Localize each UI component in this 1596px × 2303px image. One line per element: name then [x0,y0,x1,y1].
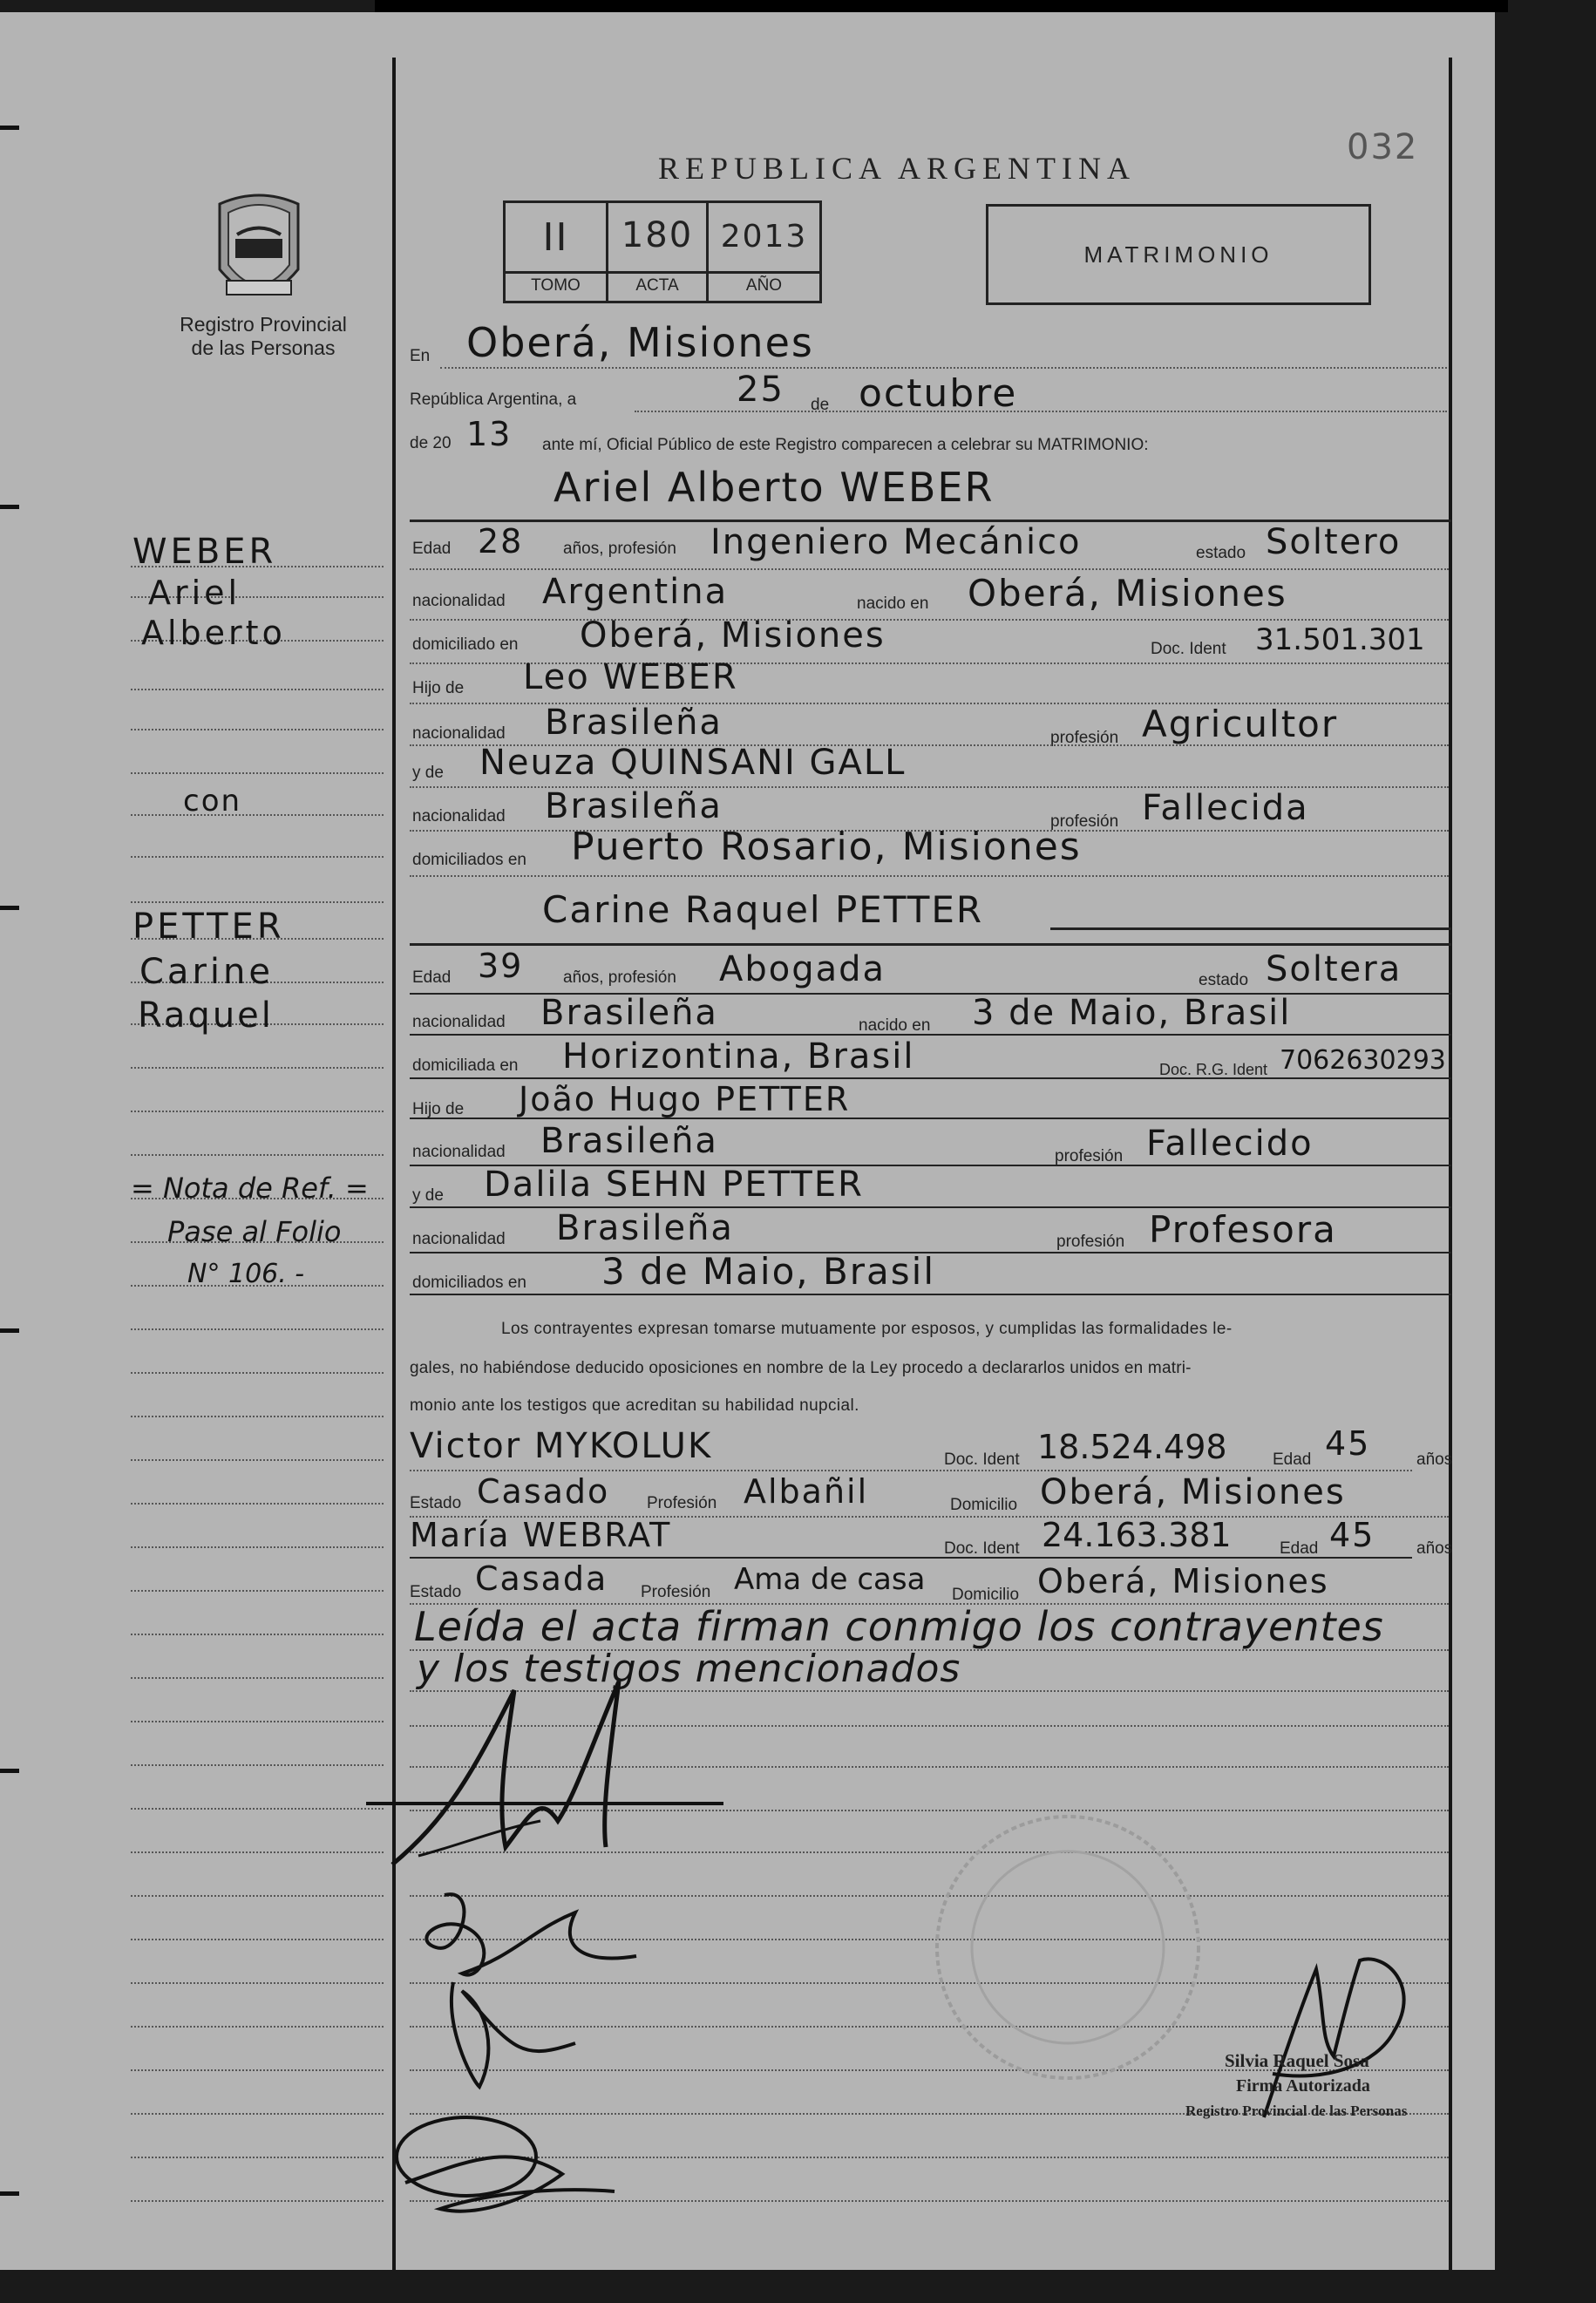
groom-line-2 [410,619,1449,621]
acta-label: ACTA [635,276,679,295]
margin-groom-middle-name: Alberto [141,614,286,652]
margin-groom-surname: WEBER [132,532,277,572]
bride-padre-nac-label: nacionalidad [412,1143,506,1161]
groom-dom-label: domiciliado en [412,635,519,654]
groom-estado-label: estado [1196,544,1246,562]
country-title: REPUBLICA ARGENTINA [658,151,1137,186]
groom-hijo-label: Hijo de [412,679,465,697]
witness2-doc: 24.163.381 [1042,1516,1232,1554]
groom-edad: 28 [478,522,524,560]
bride-nacionalidad: Brasileña [540,993,718,1033]
bride-padre-nac: Brasileña [540,1121,718,1161]
comparecen-text: ante mí, Oficial Público de este Registro comparecen a celebrar su MATRIMONIO: [542,436,1149,454]
year-prefix: de 20 [410,434,452,452]
groom-line-8 [410,875,1449,877]
groom-madre-prof: Fallecida [1142,788,1309,828]
witness1-prof-label: Profesión [647,1494,717,1512]
officer-signature-icon [1220,1934,1430,2126]
groom-padre-nac-label: nacionalidad [412,724,506,743]
witness1-doc: 18.524.498 [1037,1428,1227,1466]
registry-name-line2: de las Personas [191,336,336,359]
tomo-acta-anio-box [503,200,822,303]
en-label: En [410,347,431,365]
margin-bride-first-name: Carine [139,952,274,992]
witness2-dom-label: Domicilio [952,1586,1020,1604]
margin-bride-middle-name: Raquel [138,995,274,1036]
groom-edad-label: Edad [412,540,452,558]
tomo-label: TOMO [531,276,581,295]
month-value: octubre [859,371,1018,416]
witness-signature-icon [388,2104,632,2235]
bride-dom-label: domiciliada en [412,1056,519,1075]
bride-yde-label: y de [412,1186,444,1205]
closing-line-2: y los testigos mencionados [417,1647,961,1691]
bride-nac-label: nacionalidad [412,1013,506,1031]
declaration-line-2: gales, no habiéndose deducido oposiciones en nombre de la Ley procedo a declararlos unidos en matri- [410,1359,1192,1377]
republica-label: República Argentina, a [410,391,577,409]
witness2-edad-label: Edad [1280,1539,1319,1558]
left-frame-line [392,58,396,2270]
margin-groom-first-name: Ariel [148,574,241,612]
declaration-line-3: monio ante los testigos que acreditan su habilidad nupcial. [410,1396,859,1415]
groom-nacionalidad: Argentina [542,572,729,612]
witness2-prof-label: Profesión [641,1583,711,1601]
groom-nacido-label: nacido en [857,594,929,613]
witness1-name: Victor MYKOLUK [410,1426,713,1466]
margin-note-line-2: Pase al Folio [167,1215,342,1248]
folio-number: 032 [1347,127,1419,167]
witness2-anos-label: años [1416,1539,1453,1558]
bride-doc-label: Doc. R.G. Ident [1159,1061,1268,1078]
bride-madre-prof: Profesora [1149,1208,1337,1251]
marriage-certificate-page [0,12,1495,2270]
bride-madre-prof-label: profesión [1056,1233,1125,1251]
witness1-anos-label: años [1416,1450,1453,1469]
bride-estado-label: estado [1199,971,1249,989]
bride-doc: 7062630293 [1280,1045,1446,1076]
groom-signature-icon [366,1673,750,1882]
witness1-edad-label: Edad [1273,1450,1312,1469]
document-type: MATRIMONIO [1083,241,1273,268]
year-suffix: 13 [466,415,513,453]
groom-padres-dom-label: domiciliados en [412,851,526,869]
officer-stamp-office: Registro Provincial de las Personas [1185,2103,1408,2119]
groom-padre: Leo WEBER [523,657,738,697]
groom-padres-dom: Puerto Rosario, Misiones [571,825,1082,869]
groom-padre-prof: Agricultor [1142,703,1339,745]
bride-name-underline [1050,927,1451,930]
faint-official-seal-icon [928,1808,1207,2087]
groom-full-name: Ariel Alberto WEBER [554,464,995,511]
document-type-box [986,204,1371,305]
margin-note-line-1: = Nota de Ref. = [131,1172,369,1205]
bride-edad: 39 [478,947,524,985]
anio-value: 2013 [720,219,808,255]
bride-padre: João Hugo PETTER [519,1080,851,1118]
witness2-dom: Oberá, Misiones [1037,1562,1329,1600]
bride-hijo-label: Hijo de [412,1100,465,1118]
witness1-line-1 [410,1470,1412,1471]
bride-nacido: 3 de Maio, Brasil [972,993,1292,1033]
witness2-prof: Ama de casa [734,1562,926,1597]
groom-estado: Soltero [1266,522,1402,562]
witness1-doc-label: Doc. Ident [944,1450,1020,1469]
groom-madre-nac-label: nacionalidad [412,807,506,825]
bride-line-4 [410,1118,1451,1119]
bride-profesion-label: años, profesión [563,968,676,987]
date-line [635,411,1447,412]
margin-con: con [183,784,242,819]
misiones-seal-icon [202,187,316,317]
witness1-estado-label: Estado [410,1494,462,1512]
bride-padre-prof: Fallecido [1146,1124,1314,1164]
witness1-dom-label: Domicilio [950,1496,1018,1514]
groom-line-1 [410,568,1449,570]
officer-stamp-name: Silvia Raquel Sosa [1225,2050,1369,2071]
groom-domicilio: Oberá, Misiones [580,615,886,656]
bride-line-2 [410,1034,1451,1036]
bride-name-rule [410,943,1451,946]
bride-madre-nac: Brasileña [556,1208,734,1248]
margin-note-line-3: N° 106. - [187,1259,305,1289]
groom-profesion-label: años, profesión [563,540,676,558]
witness2-edad: 45 [1329,1516,1375,1554]
groom-doc-label: Doc. Ident [1151,640,1226,658]
witness2-estado: Casada [475,1559,608,1598]
witness1-dom: Oberá, Misiones [1040,1472,1346,1512]
bride-estado: Soltera [1266,949,1402,989]
de-label: de [811,396,830,414]
groom-nacido: Oberá, Misiones [968,572,1287,615]
groom-madre-nac: Brasileña [545,786,723,826]
anio-label: AÑO [745,276,783,295]
bride-domicilio: Horizontina, Brasil [562,1036,915,1077]
tomo-value: II [542,215,569,260]
bride-line-3 [410,1077,1451,1079]
groom-madre-prof-label: profesión [1050,812,1119,831]
bride-nacido-label: nacido en [859,1016,931,1035]
acta-value: 180 [621,215,694,255]
margin-bride-surname: PETTER [132,907,285,947]
witness2-estado-label: Estado [410,1583,462,1601]
bride-full-name: Carine Raquel PETTER [542,888,984,931]
bride-profesion: Abogada [719,949,886,989]
groom-padre-prof-label: profesión [1050,729,1119,747]
groom-madre: Neuza QUINSANI GALL [479,743,907,783]
bride-signature-icon [410,1878,654,2104]
groom-doc: 31.501.301 [1255,622,1425,657]
bride-madre: Dalila SEHN PETTER [484,1165,864,1205]
bride-line-8 [410,1294,1451,1295]
officer-stamp-role: Firma Autorizada [1236,2076,1370,2096]
groom-yde-label: y de [412,764,444,782]
witness1-prof: Albañil [744,1472,869,1511]
bride-padre-prof-label: profesión [1055,1147,1124,1165]
witness1-edad: 45 [1325,1424,1371,1463]
place-value: Oberá, Misiones [466,319,814,366]
top-edge-bar [375,0,1508,12]
witness1-estado: Casado [477,1472,610,1511]
registry-name-line1: Registro Provincial [180,313,347,336]
bride-madre-nac-label: nacionalidad [412,1230,506,1248]
bride-padres-dom: 3 de Maio, Brasil [601,1250,936,1293]
declaration-line-1: Los contrayentes expresan tomarse mutuamente por esposos, y cumplidas las formalidades le- [501,1320,1233,1338]
closing-line-1: Leída el acta firman conmigo los contrayentes [414,1603,1384,1650]
bride-padres-dom-label: domiciliados en [412,1274,526,1292]
place-line [440,367,1447,369]
groom-padre-nac: Brasileña [545,703,723,743]
witness2-doc-label: Doc. Ident [944,1539,1020,1558]
right-frame-line [1449,58,1452,2270]
witness2-line-1 [410,1557,1412,1559]
groom-profesion: Ingeniero Mecánico [710,522,1082,562]
groom-nac-label: nacionalidad [412,592,506,610]
bride-edad-label: Edad [412,968,452,987]
day-value: 25 [737,370,784,410]
witness2-name: María WEBRAT [410,1516,672,1554]
